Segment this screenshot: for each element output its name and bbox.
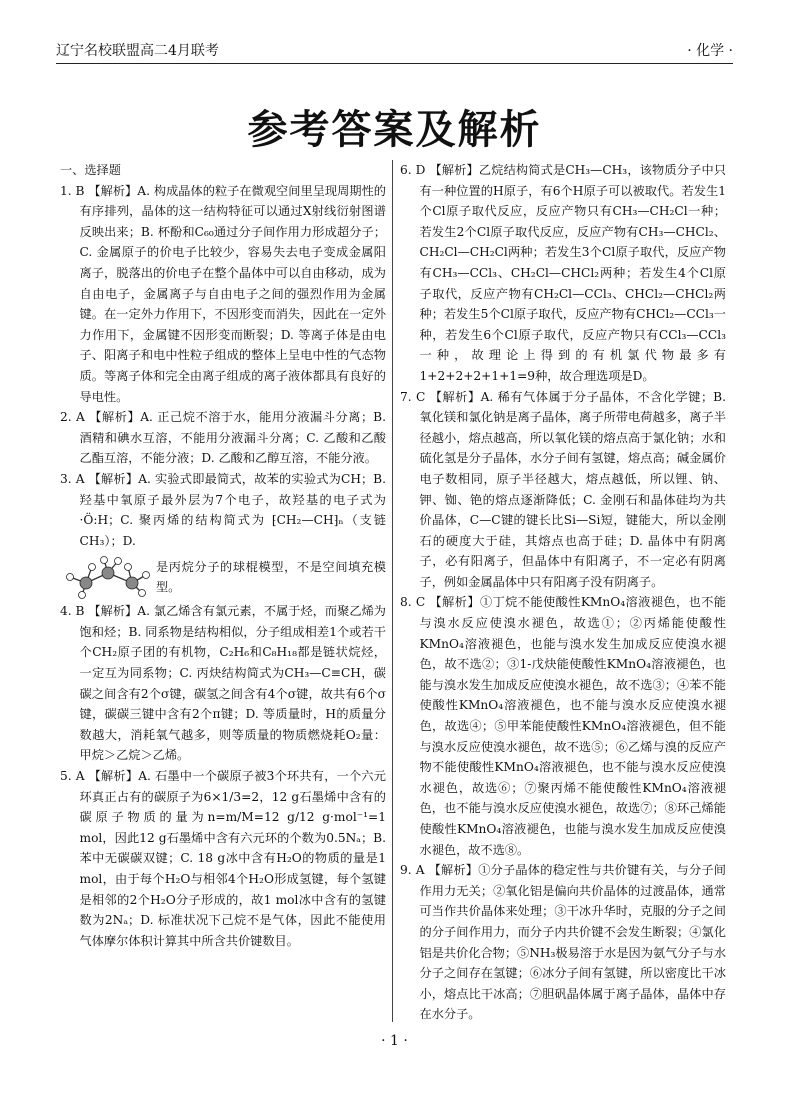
subject-label: · 化学 · — [687, 43, 733, 59]
page-title: 参考答案及解析 — [247, 107, 542, 153]
page-number: · 1 · — [381, 1033, 408, 1049]
answer-6: 6. D 【解析】乙烷结构简式是CH₃—CH₃，该物质分子中只有一种位置的H原子，有6个H原子可以被取代。若发生1个Cl原子取代反应，反应产物只有CH₃—CH₂Cl一种；若发生2个Cl原子取代反应，反应产物有CH₃—CHCl₂、CH₂Cl—CH₂Cl两种；若发生3个Cl原子取代，反应产物有CH₃—CCl₃、CH₂Cl—CHCl₂两种；若发生4个Cl原子取代，反应产物有CH₂Cl—CCl₃、CHCl₂—CHCl₂两种；若发生5个Cl原子取代，反应产物有CHCl₂—CCl₃一种，若发生6个Cl原子取代，反应产物只有CCl₃—CCl₃一种，故理论上得到的有机氯代物最多有1+2+2+2+1+1=9种，故合理选项是D。 — [400, 163, 726, 383]
column-divider — [392, 160, 393, 1022]
answer-8: 8. C 【解析】①丁烷不能使酸性KMnO₄溶液褪色，也不能与溴水反应使溴水褪色，故选①；②丙烯能使酸性KMnO₄溶液褪色，也能与溴水发生加成反应使溴水褪色，故不选②；③1-戊炔能使酸性KMnO₄溶液褪色，也能与溴水发生加成反应使溴水褪色，故不选③；④苯不能使酸性KMnO₄溶液褪色，也不能与溴水反应使溴水褪色，故选④；⑤甲苯能使酸性KMnO₄溶液褪色，但不能与溴水反应使溴水褪色，故不选⑤；⑥乙烯与溴的反应产物不能使酸性KMnO₄溶液褪色，也不能与溴水反应使溴水褪色，故选⑥；⑦聚丙烯不能使酸性KMnO₄溶液褪色，也不能与溴水反应使溴水褪色，故选⑦；⑧环己烯能使酸性KMnO₄溶液褪色，也能与溴水发生加成反应使溴水褪色，故不选⑧。 — [400, 595, 726, 857]
right-column — [400, 160, 726, 1025]
answer-4: 4. B 【解析】A. 氯乙烯含有氯元素，不属于烃，而聚乙烯为饱和烃；B. 同系物是结构相似，分子组成相差1个或若干个CH₂原子团的有机物，C₂H₆和C₈H₁₈都是链状烷烃，一定互为同系物；C. 丙炔结构简式为CH₃—C≡CH，碳碳之间含有2个σ键，碳氢之间含有4个σ键，故共有6个σ键，碳碳三键中含有2个π键；D. 等质量时，H的质量分数越大，消耗氧气越多，则等质量的物质燃烧耗O₂量：甲烷＞乙烷＞乙烯。 — [60, 604, 386, 763]
propane-ball-stick-model — [60, 555, 386, 599]
exam-name: 辽宁名校联盟高二4月联考 — [56, 43, 219, 59]
answer-1: 1. B 【解析】A. 构成晶体的粒子在微观空间里呈现周期性的有序排列，晶体的这一结构特征可以通过X射线衍射图谱反映出来；B. 杯酚和C₆₀通过分子间作用力形成超分子；C. 金属原子的价电子比较少，容易失去电子变成金属阳离子，脱落出的价电子在整个晶体中可以自由移动，成为自由电子，金属离子与自由电子之间的强烈作用为金属键。在一定外力作用下，不因形变而消失，因此在一定外力作用下，金属键不因形变而断裂；D. 等离子体是由电子、阳离子和电中性粒子组成的整体上呈电中性的气态物质。等离子体和完全由离子组成的离子液体都具有良好的导电性。 — [60, 183, 386, 404]
ball-stick-model-icon — [60, 555, 156, 599]
answer-3: 3. A 【解析】A. 实验式即最简式，故苯的实验式为CH；B. 羟基中氧原子最外层为7个电子，故羟基的电子式为·Ö:H；C. 聚丙烯的结构简式为 ⁅CH₂—CH⁆ₙ（支链CH₃）；D. — [60, 471, 386, 548]
answer-5: 5. A 【解析】A. 石墨中一个碳原子被3个环共有，一个六元环真正占有的碳原子为6×1/3=2，12 g石墨烯中含有的碳原子物质的量为n=m/M=12 g/12 g·mol⁻¹=1 mol，因此12 g石墨烯中含有六元环的个数为0.5Nₐ；B. 苯中无碳碳双键；C. 18 g冰中含有H₂O的物质的量是1 mol，由于每个H₂O与相邻4个H₂O形成氢键，每个氢键是相邻的2个H₂O分子形成的，故1 mol冰中含有的氢键数为2Nₐ；D. 标准状况下己烷不是气体，因此不能使用气体摩尔体积计算其中所含共价键数目。 — [60, 769, 386, 948]
section-heading: 一、选择题 — [60, 163, 121, 177]
answer-9: 9. A 【解析】①分子晶体的稳定性与共价键有关，与分子间作用力无关；②氧化铝是偏向共价晶体的过渡晶体，通常可当作共价晶体来处理；③干冰升华时，克服的分子之间的分子间作用力，而分子内共价键不会发生断裂；④氯化铝是共价化合物；⑤NH₃极易溶于水是因为氨气分子与水分子之间存在氢键；⑥冰分子间有氢键，所以密度比干冰小，熔点比干冰高；⑦胆矾晶体属于离子晶体，晶体中存在水分子。 — [400, 863, 727, 1022]
model-caption: 是丙烷分子的球棍模型，不是空间填充模型。 — [156, 559, 386, 595]
page-header — [56, 38, 733, 64]
answer-2: 2. A 【解析】A. 正己烷不溶于水，能用分液漏斗分离；B. 酒精和碘水互溶，不能用分液漏斗分离；C. 乙酸和乙酸乙酯互溶，不能分液；D. 乙酸和乙醇互溶，不能分液。 — [60, 410, 386, 466]
left-column — [60, 160, 386, 951]
answer-7: 7. C 【解析】A. 稀有气体属于分子晶体，不含化学键；B. 氧化镁和氯化钠是离子晶体，离子所带电荷越多，离子半径越小，熔点越高，所以氧化镁的熔点高于氯化钠；水和硫化氢是分子晶体，水分子间有氢键，熔点高；碱金属价电子数相同，原子半径越大，熔点越低，所以锂、钠、钾、铷、铯的熔点逐渐降低；C. 金刚石和晶体硅均为共价晶体，C—C键的键长比Si—Si短，键能大，所以金刚石的硬度大于硅，其熔点也高于硅；D. 晶体中有阴离子，必有阳离子，但晶体中有阳离子，不一定必有阴离子，例如金属晶体中只有阳离子没有阴离子。 — [400, 389, 726, 589]
